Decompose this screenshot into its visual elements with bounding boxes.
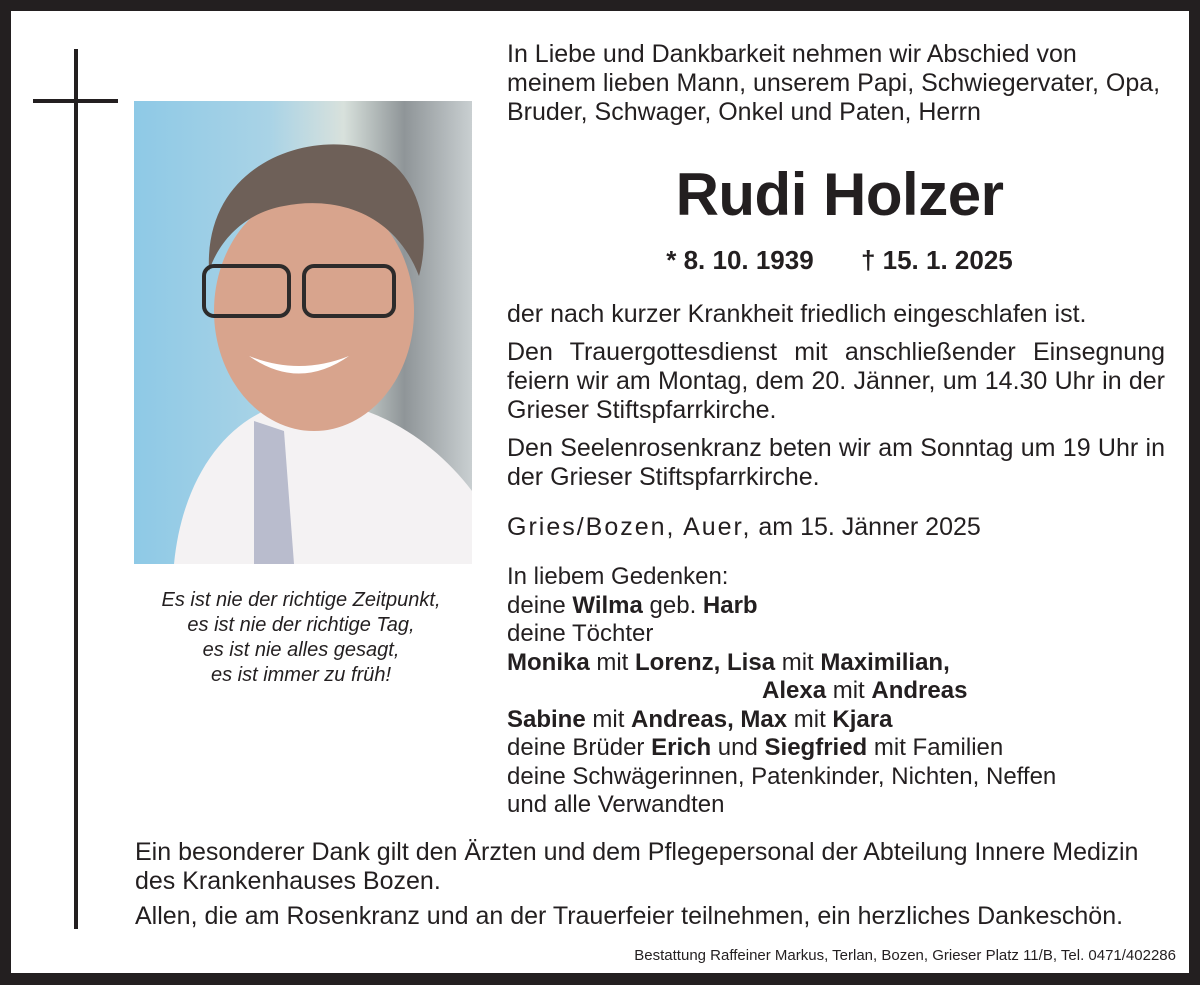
mourners-heading: In liebem Gedenken: <box>507 563 729 590</box>
paragraph: Den Trauergottesdienst mit anschließender Einsegnung feiern wir am Montag, dem 20. Jänner, um 14.30 Uhr in der Grieser Stiftspfarrkirche. <box>507 338 1165 424</box>
portrait-illustration <box>134 101 472 564</box>
date: am 15. Jänner 2025 <box>751 513 981 541</box>
quote-line: es ist immer zu früh! <box>210 664 392 686</box>
cross-icon <box>74 49 78 929</box>
place-date <box>507 513 981 542</box>
deceased-name: Rudi Holzer <box>675 161 1004 228</box>
mourner-line: Alexa mit Andreas <box>762 677 968 704</box>
quote-line: es ist nie alles gesagt, <box>202 639 400 661</box>
mourner-line: deine Schwägerinnen, Patenkinder, Nichten, Neffen <box>507 762 1057 790</box>
mourner-line: und alle Verwandten <box>507 791 725 818</box>
paragraph: Den Seelenrosenkranz beten wir am Sonntag um 19 Uhr in der Grieser Stiftspfarrkirche. <box>507 434 1165 491</box>
mourner-line: deine Wilma geb. Harb <box>507 591 758 619</box>
thanks-paragraph: Ein besonderer Dank gilt den Ärzten und dem Pflegepersonal der Abteilung Innere Medizin des Krankenhauses Bozen. <box>135 838 1139 895</box>
funeral-home-footer: Bestattung Raffeiner Markus, Terlan, Bozen, Grieser Platz 11/B, Tel. 0471/402286 <box>634 947 1176 964</box>
mourner-line: Monika mit Lorenz, Lisa mit Maximilian, <box>507 648 950 676</box>
service-details <box>507 300 1165 501</box>
quote-line: Es ist nie der richtige Zeitpunkt, <box>161 589 441 611</box>
place: Gries/Bozen, Auer, <box>507 513 752 541</box>
mourners-list <box>507 563 1172 820</box>
thanks-paragraph: Allen, die am Rosenkranz und an der Trauerfeier teilnehmen, ein herzliches Dankeschön. <box>135 902 1124 930</box>
thanks-section <box>135 838 1167 937</box>
paragraph: der nach kurzer Krankheit friedlich eingeschlafen ist. <box>507 300 1087 328</box>
cross-icon-bar <box>33 99 118 103</box>
mourner-line: deine Brüder Erich und Siegfried mit Familien <box>507 734 1004 761</box>
memorial-quote <box>120 588 482 688</box>
mourner-line: Sabine mit Andreas, Max mit Kjara <box>507 705 893 733</box>
quote-line: es ist nie der richtige Tag, <box>187 614 415 636</box>
birth-date: * 8. 10. 1939 <box>666 245 814 275</box>
life-dates <box>507 245 1172 276</box>
portrait-photo <box>134 101 472 564</box>
intro-text: In Liebe und Dankbarkeit nehmen wir Abschied von meinem lieben Mann, unserem Papi, Schwiegervater, Opa, Bruder, Schwager, Onkel und Paten, Herrn <box>507 40 1161 126</box>
death-date: † 15. 1. 2025 <box>860 245 1013 275</box>
mourner-line: deine Töchter <box>507 620 654 647</box>
